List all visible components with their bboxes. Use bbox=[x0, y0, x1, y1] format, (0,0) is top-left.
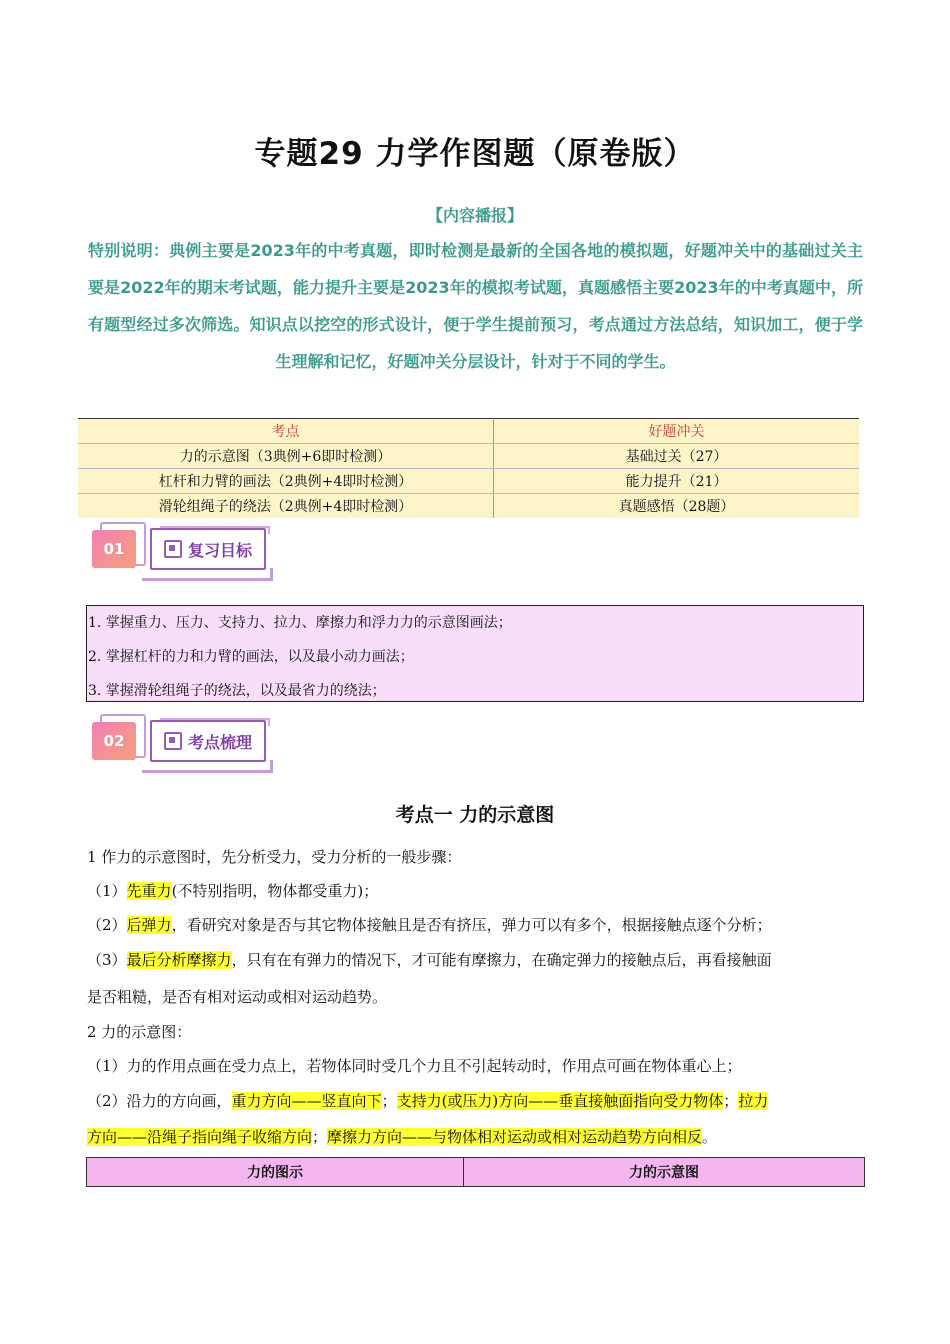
broadcast-body: 特别说明：典例主要是2023年的中考真题，即时检测是最新的全国各地的模拟题，好题冲关中的基础过关主要是2022年的期末考试题，能力提升主要是2023年的模拟考试题，真题感悟主要2023年的中考真题中，所有题型经过多次筛选。知识点以挖空的形式设计，便于学生提前预习，考点通过方法总结，知识加工，便于学生理解和记忆，好题冲关分层设计，针对于不同的学生。 bbox=[88, 241, 863, 371]
highlight: 方向——沿绳子指向绳子收缩方向 bbox=[87, 1128, 313, 1146]
paragraph: 1 作力的示意图时，先分析受力，受力分析的一般步骤： bbox=[87, 848, 462, 866]
badge-label: 考点梳理 bbox=[187, 732, 252, 752]
highlight: 最后分析摩擦力 bbox=[126, 951, 232, 969]
section-badge-key-points bbox=[92, 714, 292, 774]
highlight: 摩擦力方向——与物体相对运动或相对运动趋势方向相反 bbox=[327, 1128, 703, 1146]
badge-label: 复习目标 bbox=[187, 540, 252, 560]
step-2: （2）后弹力，看研究对象是否与其它物体接触且是否有挤压，弹力可以有多个，根据接触点逐个分析； bbox=[87, 916, 772, 934]
page-title: 专题29 力学作图题（原卷版） bbox=[254, 136, 696, 172]
section-badge-review-goals bbox=[92, 522, 292, 582]
rule-2: （2）沿力的方向画，重力方向——竖直向下；支持力(或压力)方向——垂直接触面指向受力物体；拉力 bbox=[87, 1092, 769, 1110]
overview-table bbox=[78, 418, 859, 518]
table-header-row bbox=[87, 1158, 865, 1187]
review-goals-box bbox=[86, 605, 864, 702]
badge-number: 01 bbox=[92, 530, 136, 568]
square-icon bbox=[164, 540, 182, 558]
table-row bbox=[78, 444, 859, 469]
table-cell: 力的示意图（3典例+6即时检测） bbox=[78, 444, 494, 469]
badge-number: 02 bbox=[92, 722, 136, 760]
table-header-cell: 考点 bbox=[78, 419, 494, 444]
step-3: （3）最后分析摩擦力，只有在有弹力的情况下，才可能有摩擦力，在确定弹力的接触点后，再看接触面 bbox=[87, 951, 772, 969]
table-header-cell: 好题冲关 bbox=[494, 419, 860, 444]
table-cell: 杠杆和力臂的画法（2典例+4即时检测） bbox=[78, 469, 494, 494]
badge-label-box bbox=[150, 720, 266, 762]
table-row bbox=[78, 469, 859, 494]
square-icon bbox=[164, 732, 182, 750]
highlight: 重力方向——竖直向下 bbox=[231, 1092, 382, 1110]
table-header-cell: 力的图示 bbox=[87, 1158, 464, 1187]
table-cell: 能力提升（21） bbox=[494, 469, 860, 494]
rule-2-continued: 方向——沿绳子指向绳子收缩方向；摩擦力方向——与物体相对运动或相对运动趋势方向相反。 bbox=[87, 1128, 718, 1146]
table-cell: 基础过关（27） bbox=[494, 444, 860, 469]
table-cell: 滑轮组绳子的绕法（2典例+4即时检测） bbox=[78, 494, 494, 519]
highlight: 拉力 bbox=[738, 1092, 769, 1110]
badge-label-box bbox=[150, 528, 266, 570]
goal-item: 1. 掌握重力、压力、支持力、拉力、摩擦力和浮力力的示意图画法； bbox=[88, 615, 512, 631]
highlight: 先重力 bbox=[126, 882, 172, 900]
table-header-cell: 力的示意图 bbox=[464, 1158, 865, 1187]
section-title: 考点一 力的示意图 bbox=[395, 804, 555, 826]
paragraph: 2 力的示意图： bbox=[87, 1023, 192, 1041]
table-cell: 真题感悟（28题） bbox=[618, 499, 735, 515]
step-1: （1）先重力(不特别指明，物体都受重力)； bbox=[87, 882, 379, 900]
rule-1: （1）力的作用点画在受力点上，若物体同时受几个力且不引起转动时，作用点可画在物体重心上； bbox=[87, 1057, 742, 1075]
table-header-row bbox=[78, 419, 859, 444]
goal-item: 3. 掌握滑轮组绳子的绕法，以及最省力的绕法； bbox=[88, 683, 386, 699]
step-3-continued: 是否粗糙，是否有相对运动或相对运动趋势。 bbox=[87, 988, 388, 1006]
broadcast-heading: 【内容播报】 bbox=[426, 206, 523, 225]
highlight: 支持力(或压力)方向——垂直接触面指向受力物体 bbox=[396, 1092, 724, 1110]
goal-item: 2. 掌握杠杆的力和力臂的画法，以及最小动力画法； bbox=[88, 649, 414, 665]
force-diagram-table bbox=[86, 1157, 865, 1187]
table-row bbox=[78, 494, 859, 519]
highlight: 后弹力 bbox=[126, 916, 172, 934]
